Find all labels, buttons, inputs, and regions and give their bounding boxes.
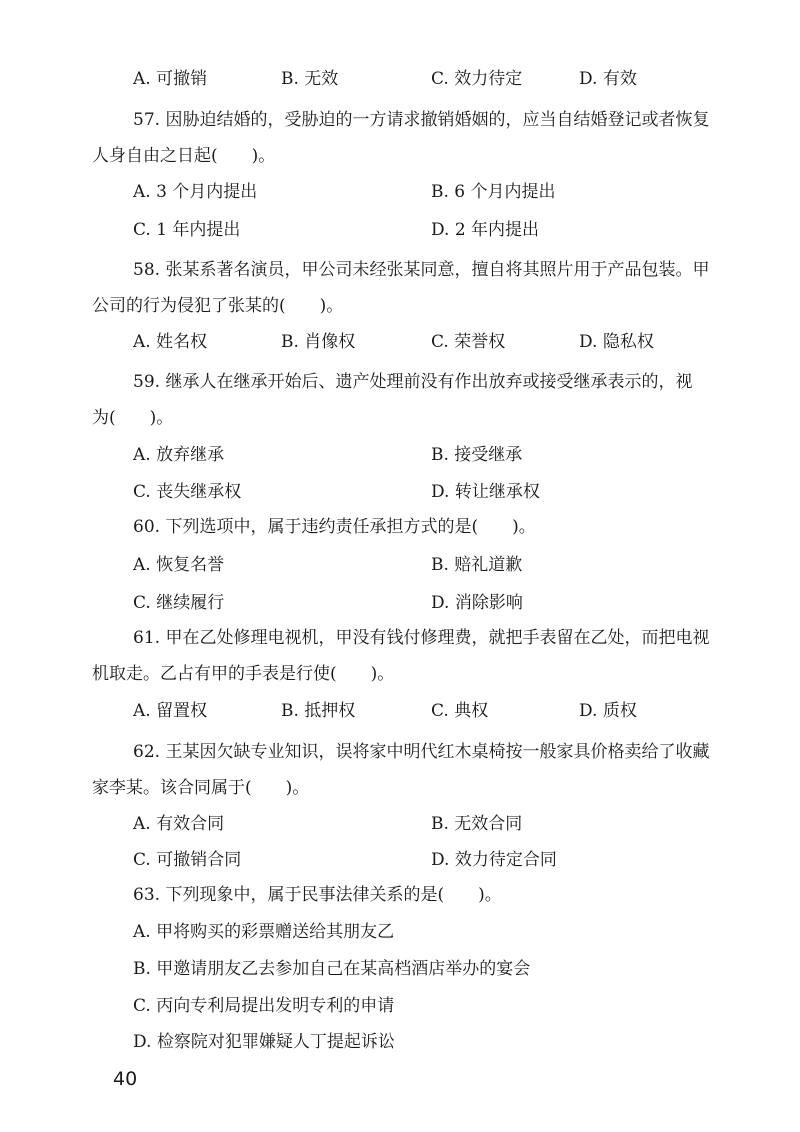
q57-option-a: A. 3 个月内提出 <box>133 182 258 202</box>
q57-option-b: B. 6 个月内提出 <box>431 182 556 202</box>
q58-option-c: C. 荣誉权 <box>431 332 506 352</box>
q61-option-a: A. 留置权 <box>133 701 208 721</box>
q58-stem-line1: 58. 张某系著名演员，甲公司未经张某同意，擅自将其照片用于产品包装。甲 <box>133 260 710 280</box>
q58-stem-line2: 公司的行为侵犯了张某的( )。 <box>92 296 344 316</box>
q58-option-b: B. 肖像权 <box>281 332 356 352</box>
q59-option-b: B. 接受继承 <box>431 445 523 465</box>
q61-option-d: D. 质权 <box>579 701 637 721</box>
q59-stem-line1: 59. 继承人在继承开始后、遗产处理前没有作出放弃或接受继承表示的，视 <box>133 372 693 392</box>
q62-option-d: D. 效力待定合同 <box>431 850 557 870</box>
q56-option-b: B. 无效 <box>281 69 339 89</box>
q58-option-d: D. 隐私权 <box>579 332 654 352</box>
q61-stem-line2: 机取走。乙占有甲的手表是行使( )。 <box>92 664 395 684</box>
page-number: 40 <box>113 1068 138 1090</box>
q60-stem-line1: 60. 下列选项中，属于违约责任承担方式的是( )。 <box>133 517 536 537</box>
q57-stem-line2: 人身自由之日起( )。 <box>92 146 276 166</box>
q56-option-c: C. 效力待定 <box>431 69 523 89</box>
q63-option-b: B. 甲邀请朋友乙去参加自己在某高档酒店举办的宴会 <box>133 959 531 979</box>
q59-option-a: A. 放弃继承 <box>133 445 225 465</box>
q61-option-b: B. 抵押权 <box>281 701 356 721</box>
q57-option-c: C. 1 年内提出 <box>133 220 241 240</box>
q60-option-d: D. 消除影响 <box>431 593 523 613</box>
q62-stem-line1: 62. 王某因欠缺专业知识，误将家中明代红木桌椅按一般家具价格卖给了收藏 <box>133 742 710 762</box>
q63-option-d: D. 检察院对犯罪嫌疑人丁提起诉讼 <box>133 1032 395 1052</box>
q60-option-a: A. 恢复名誉 <box>133 555 225 575</box>
q62-option-a: A. 有效合同 <box>133 814 225 834</box>
q58-option-a: A. 姓名权 <box>133 332 208 352</box>
q57-stem-line1: 57. 因胁迫结婚的，受胁迫的一方请求撤销婚姻的，应当自结婚登记或者恢复 <box>133 110 710 130</box>
q61-stem-line1: 61. 甲在乙处修理电视机，甲没有钱付修理费，就把手表留在乙处，而把电视 <box>133 628 710 648</box>
q62-option-c: C. 可撤销合同 <box>133 850 242 870</box>
q63-stem-line1: 63. 下列现象中，属于民事法律关系的是( )。 <box>133 885 502 905</box>
q56-option-d: D. 有效 <box>579 69 637 89</box>
q62-stem-line2: 家李某。该合同属于( )。 <box>92 778 310 798</box>
q61-option-c: C. 典权 <box>431 701 489 721</box>
q63-option-a: A. 甲将购买的彩票赠送给其朋友乙 <box>133 922 395 942</box>
q63-option-c: C. 丙向专利局提出发明专利的申请 <box>133 996 395 1016</box>
q59-option-d: D. 转让继承权 <box>431 482 540 502</box>
q56-option-a: A. 可撤销 <box>133 69 208 89</box>
q59-stem-line2: 为( )。 <box>92 408 174 428</box>
q60-option-c: C. 继续履行 <box>133 593 225 613</box>
q57-option-d: D. 2 年内提出 <box>431 220 540 240</box>
q62-option-b: B. 无效合同 <box>431 814 523 834</box>
q59-option-c: C. 丧失继承权 <box>133 482 242 502</box>
q60-option-b: B. 赔礼道歉 <box>431 555 523 575</box>
